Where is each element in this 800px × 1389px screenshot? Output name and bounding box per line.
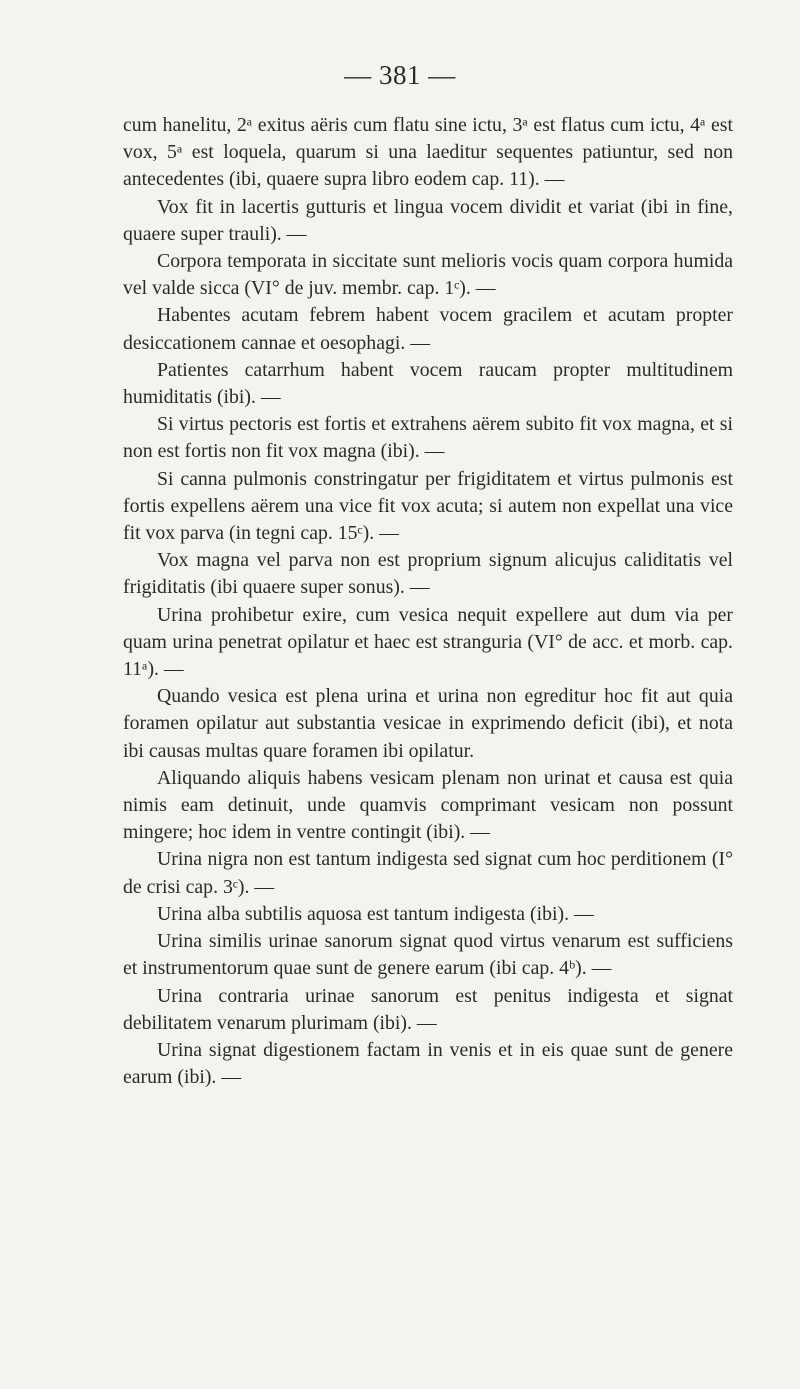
paragraph: Si canna pulmonis constringatur per frigiditatem et virtus pulmonis est fortis expellens aërem una vice fit vox acuta; si autem non expellat una vice fit vox parva (in tegni cap. 15ᶜ). — [123, 467, 733, 545]
page-body [123, 112, 733, 1091]
paragraph: Urina contraria urinae sanorum est penitus indigesta et signat debilitatem venarum plurimam (ibi). — [123, 984, 733, 1034]
paragraph: Vox magna vel parva non est proprium signum alicujus caliditatis vel frigiditatis (ibi quaere super sonus). — [123, 549, 733, 599]
paragraph: Patientes catarrhum habent vocem raucam propter multitudinem humiditatis (ibi). — [123, 358, 733, 409]
paragraph: Aliquando aliquis habens vesicam plenam non urinat et causa est quia nimis eam detinuit, unde quamvis comprimant vesicam non possunt mingere; hoc idem in ventre contingit (ibi). — [123, 766, 733, 844]
paragraph: Corpora temporata in siccitate sunt melioris vocis quam corpora humida vel valde sicca (VI° de juv. membr. cap. 1ᶜ). — [123, 250, 733, 300]
paragraph: Urina nigra non est tantum indigesta sed signat cum hoc perditionem (I° de crisi cap. 3ᶜ). — [123, 848, 733, 898]
page-number: — 381 — [344, 60, 456, 90]
paragraph: cum hanelitu, 2ᵃ exitus aëris cum flatu sine ictu, 3ᵃ est flatus cum ictu, 4ᵃ est vox, 5ᵃ est loquela, quarum si una laeditur sequentes patiuntur, sed non antecedentes (ibi, quaere supra libro eodem cap. 11). — [123, 114, 733, 191]
paragraph: Urina similis urinae sanorum signat quod virtus venarum est sufficiens et instrumentorum quae sunt de genere earum (ibi cap. 4ᵇ). — [123, 930, 733, 980]
paragraph: Habentes acutam febrem habent vocem gracilem et acutam propter desiccationem cannae et oesophagi. — [123, 304, 733, 354]
paragraph: Vox fit in lacertis gutturis et lingua vocem dividit et variat (ibi in fine, quaere super trauli). — [123, 195, 733, 245]
paragraph: Urina alba subtilis aquosa est tantum indigesta (ibi). — [157, 902, 594, 925]
paragraph: Quando vesica est plena urina et urina non egreditur hoc fit aut quia foramen opilatur aut substantia vesicae in exprimendo deficit (ibi), et nota ibi causas multas quare foramen ibi opilatur. [123, 685, 733, 762]
paragraph: Urina prohibetur exire, cum vesica nequit expellere aut dum via per quam urina penetrat opilatur et haec est stranguria (VI° de acc. et morb. cap. 11ᵃ). — [123, 603, 733, 681]
paragraph: Si virtus pectoris est fortis et extrahens aërem subito fit vox magna, et si non est fortis non fit vox magna (ibi). — [123, 413, 733, 463]
paragraph: Urina signat digestionem factam in venis et in eis quae sunt de genere earum (ibi). — [123, 1038, 733, 1089]
